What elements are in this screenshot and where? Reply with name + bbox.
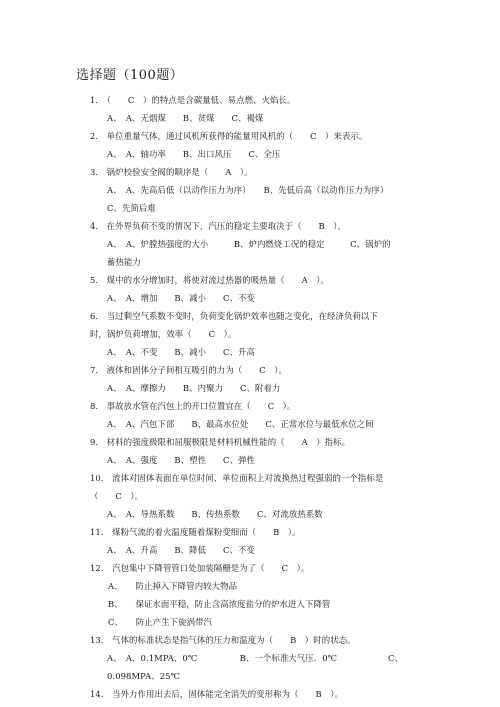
question-8-options: A、 A、汽包下部 B、最高水位处 C、正常水位与最低水位之间 — [107, 419, 374, 429]
question-3: 3. 锅炉校验安全阀的顺序是（ A ）。 — [90, 167, 253, 177]
question-2-options: A、 A、轴功率 B、出口风压 C、全压 — [107, 149, 281, 159]
question-2: 2. 单位重量气体，通过风机所获得的能量用风机的（ C ）来表示。 — [90, 131, 368, 141]
question-11-options: A、 A、升高 B、降低 C、不变 — [107, 545, 255, 555]
question-3-options: A、 A、先高后低（以动作压力为序） B、先低后高（以动作压力为序） — [107, 185, 389, 195]
question-12-option-c: C、 防止产生下旋涡带汽 — [108, 617, 213, 627]
question-12-option-b: B、 保证水面平稳，防止含高浓度盐分的炉水进入下降管 — [108, 599, 331, 609]
question-9-options: A、 A、强度 B、塑性 C、弹性 — [107, 455, 255, 465]
question-5: 5. 煤中的水分增加时，将使对流过热器的吸热量（ A ）。 — [90, 275, 329, 285]
question-7-options: A、 A、摩擦力 B、内聚力 C、附着力 — [107, 383, 281, 393]
question-6-options: A、 A、不变 B、减小 C、升高 — [107, 347, 255, 357]
question-9: 9. 材料的强度极限和屈服极限是材料机械性能的（ A ）指标。 — [90, 437, 351, 447]
question-6: 6. 当过剩空气系数不变时，负荷变化锅炉效率也随之变化，在经济负荷以下 — [90, 311, 378, 321]
section-title: 选择题（100题） — [76, 68, 184, 83]
question-3-options-cont: C、先简后难 — [107, 203, 156, 213]
question-8: 8. 事故放水管在汽包上的开口位置宜在（ C ）。 — [90, 401, 296, 411]
question-6-cont: 时，锅炉负荷增加，效率（ C ）。 — [90, 329, 237, 339]
question-4: 4. 在外界负荷不变的情况下，汽压的稳定主要取决于（ B ）。 — [90, 221, 347, 231]
question-11: 11. 煤粉气流的着火温度随着煤粉变细而（ B ）。 — [90, 527, 301, 537]
question-12-option-a: A、 防止掉入下降管内较大物品 — [108, 581, 238, 591]
question-4-options-cont: 蓄热能力 — [107, 257, 141, 267]
question-5-options: A、 A、增加 B、减小 C、不变 — [107, 293, 255, 303]
question-1: 1. （ C ）的特点是含碳量低、易点燃、火焰长。 — [90, 95, 296, 105]
question-13: 13. 气体的标准状态是指气体的压力和温度为（ B ）时的状态。 — [90, 635, 356, 645]
question-10-cont: （ C ）。 — [90, 491, 144, 501]
question-10: 10. 流体对固体表面在单位时间、单位面积上对流换热过程强弱的一个指标是 — [90, 473, 384, 483]
question-1-options: A、 A、无烟煤 B、贫煤 C、褐煤 — [107, 113, 264, 123]
question-10-options: A、 A、导热系数 B、传热系数 C、对流放热系数 — [107, 509, 323, 519]
question-4-options: A、 A、炉膛热强度的大小 B、炉内燃烧工况的稳定 C、锅炉的 — [107, 239, 391, 249]
question-14: 14. 当外力作用出去后，固体能完全消失的变形称为（ B ）。 — [90, 689, 343, 699]
question-13-options: A、 A、0.1MPA、0℃ B、一个标准大气压．0℃ C、 — [107, 653, 403, 663]
question-12: 12. 汽包集中下降管管口处加装隔栅是为了（ C ）。 — [90, 563, 310, 573]
question-13-options-cont: 0.098MPA、25℃ — [107, 671, 181, 681]
question-7: 7. 液体和固体分子间相互吸引的力为（ C ）。 — [90, 365, 287, 375]
